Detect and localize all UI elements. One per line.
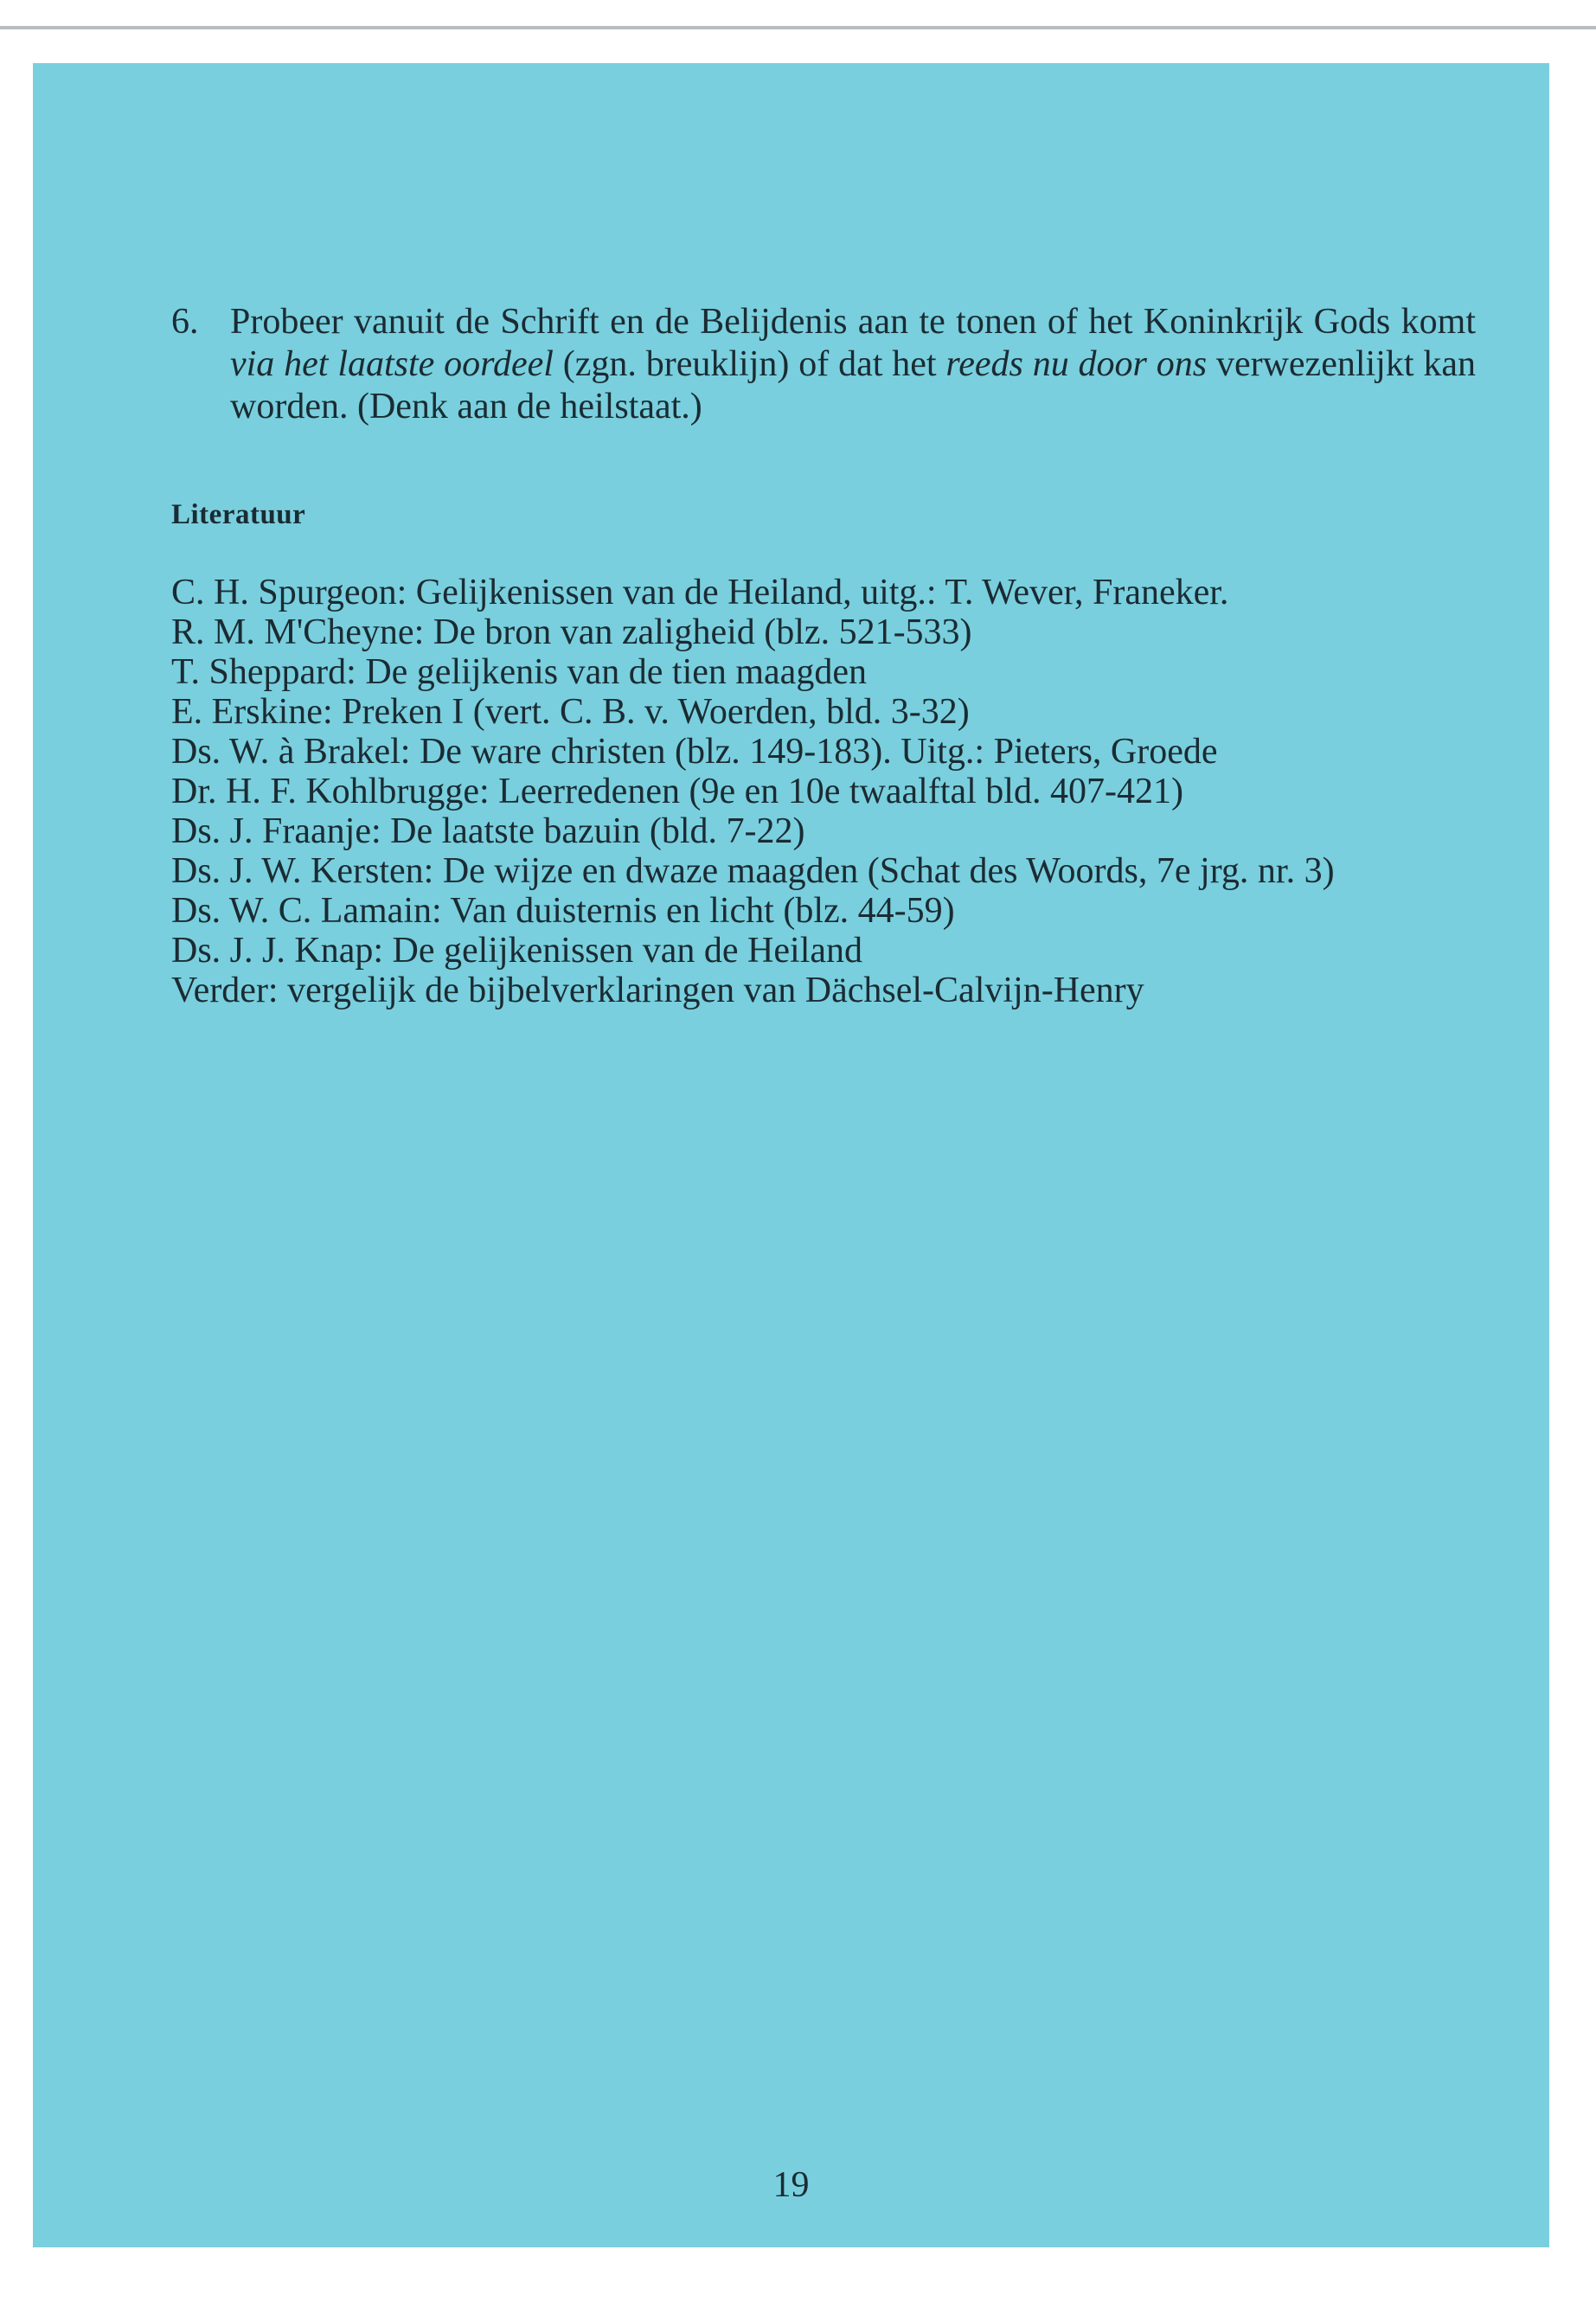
- literature-item: E. Erskine: Preken I (vert. C. B. v. Woerden, bld. 3-32): [171, 692, 970, 732]
- literature-item: Verder: vergelijk de bijbelverklaringen van Dächsel-Calvijn-Henry: [171, 971, 1144, 1010]
- question-text-part-3: verwezenlijkt kan worden. (Denk aan de heilstaat.): [230, 344, 1477, 426]
- literature-item: Ds. J. Fraanje: De laatste bazuin (bld. 7-22): [171, 811, 805, 851]
- question-number: 6.: [171, 302, 199, 342]
- literature-item: R. M. M'Cheyne: De bron van zaligheid (blz. 521-533): [171, 612, 972, 652]
- scan-edge-line: [0, 26, 1596, 29]
- document-page: [33, 63, 1549, 2247]
- literature-item: T. Sheppard: De gelijkenis van de tien maagden: [171, 652, 867, 692]
- literature-item: Ds. J. J. Knap: De gelijkenissen van de Heiland: [171, 931, 863, 971]
- question-6: [171, 301, 1476, 428]
- question-text-part-1: Probeer vanuit de Schrift en de Belijdenis aan te tonen of het Koninkrijk Gods komt: [230, 302, 1476, 342]
- page-number: 19: [772, 2165, 810, 2205]
- question-text-part-2: (zgn. breuklijn) of dat het: [553, 344, 946, 384]
- literature-item: Ds. W. C. Lamain: Van duisternis en licht (blz. 44-59): [171, 891, 955, 931]
- literature-heading: Literatuur: [171, 499, 306, 530]
- literature-item: Dr. H. F. Kohlbrugge: Leerredenen (9e en 10e twaalftal bld. 407-421): [171, 772, 1183, 811]
- literature-item: C. H. Spurgeon: Gelijkenissen van de Heiland, uitg.: T. Wever, Franeker.: [171, 573, 1229, 612]
- question-italic-part-2: reeds nu door ons: [945, 344, 1208, 384]
- literature-item: Ds. W. à Brakel: De ware christen (blz. 149-183). Uitg.: Pieters, Groede: [171, 732, 1218, 772]
- literature-item: Ds. J. W. Kersten: De wijze en dwaze maagden (Schat des Woords, 7e jrg. nr. 3): [171, 851, 1335, 891]
- question-italic-part-1: via het laatste oordeel: [230, 344, 554, 384]
- page-content: [171, 301, 1477, 1010]
- literature-list: [171, 573, 1469, 1010]
